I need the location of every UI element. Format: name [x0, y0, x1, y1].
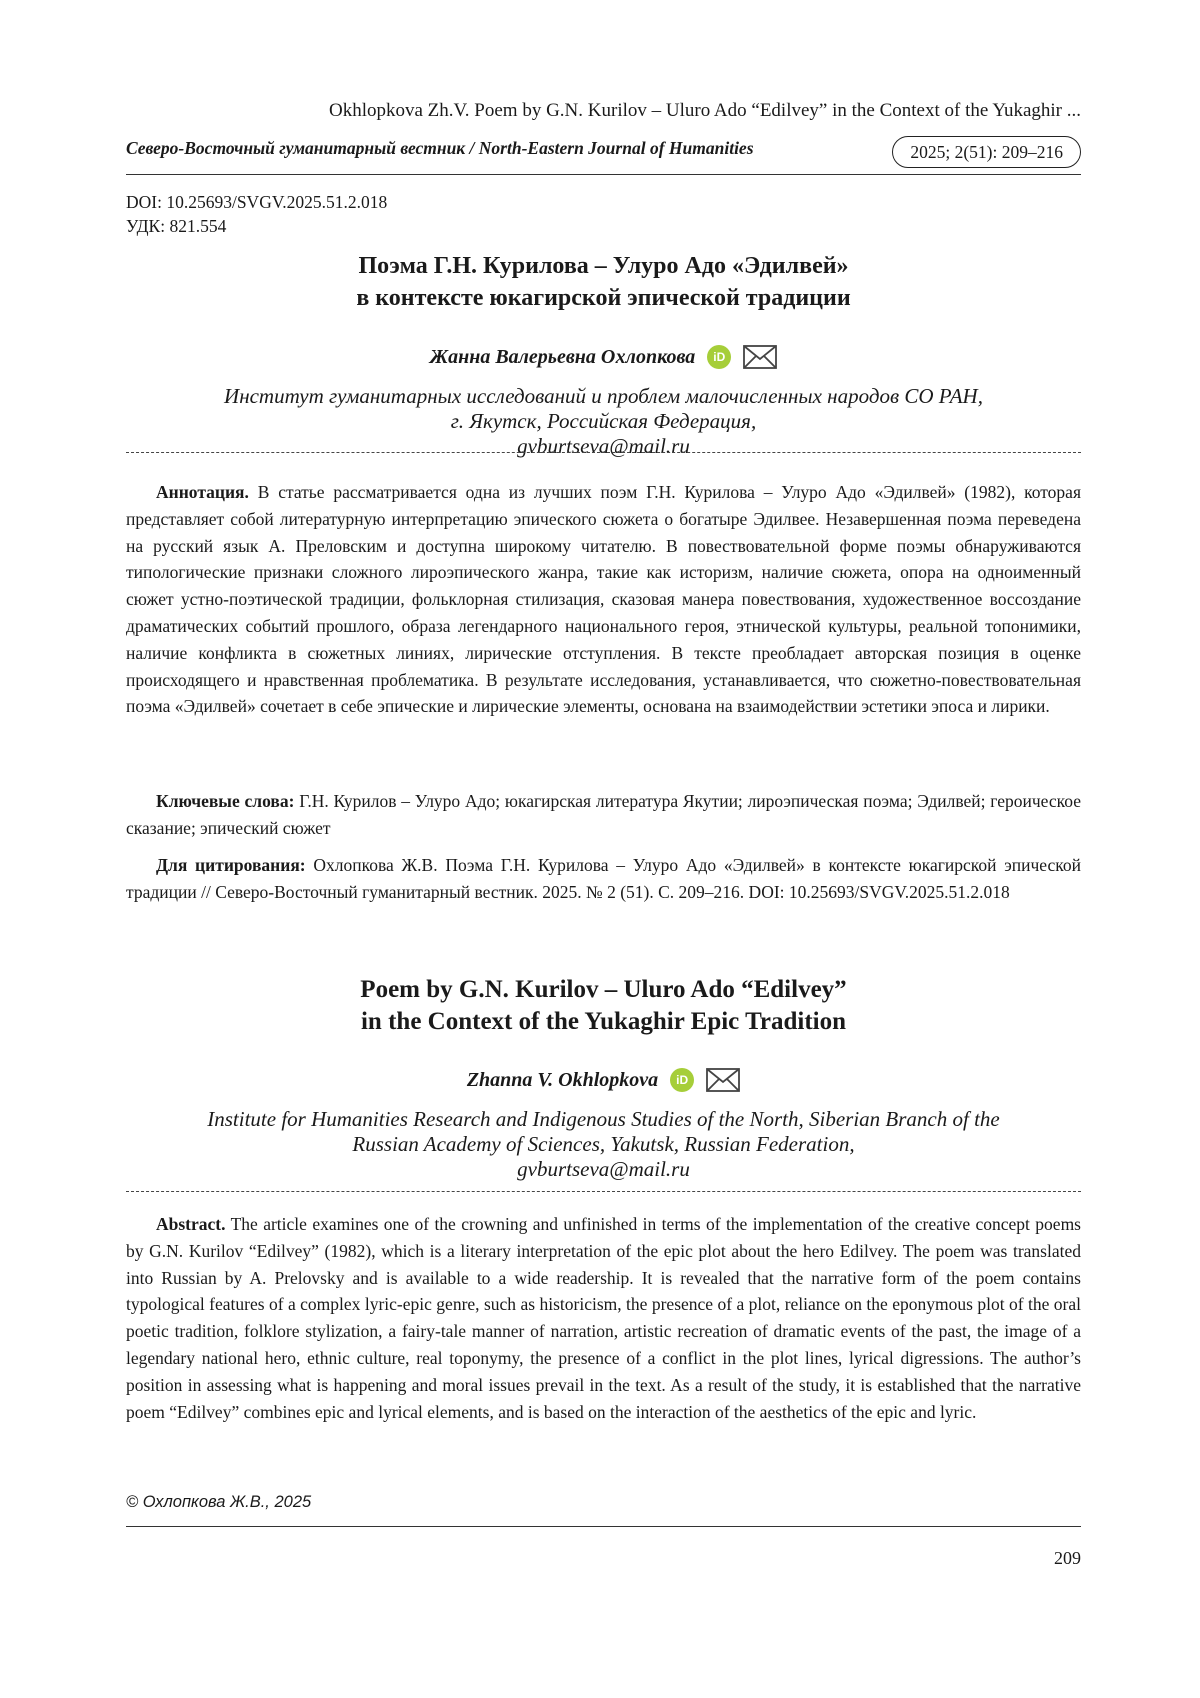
keywords-ru-text: Г.Н. Курилов – Улуро Адо; юкагирская литература Якутии; лироэпическая поэма; Эдилвей; героическое сказание; эпический сюжет — [126, 791, 1081, 838]
page-number: 209 — [1054, 1548, 1081, 1568]
abstract-en-label: Abstract. — [156, 1214, 226, 1234]
author-en — [126, 1068, 1081, 1092]
title-en — [126, 974, 1081, 1038]
author-en-name: Zhanna V. Okhlopkova — [466, 1068, 659, 1091]
affiliation-en — [126, 1107, 1081, 1182]
journal-line — [126, 136, 1081, 172]
author-ru-name: Жанна Валерьевна Охлопкова — [429, 345, 696, 368]
author-ru — [126, 345, 1081, 369]
title-en-line2: in the Context of the Yukaghir Epic Tradition — [360, 1008, 847, 1035]
affiliation-ru — [126, 384, 1081, 459]
abstract-en-text: The article examines one of the crowning and unfinished in terms of the implementation of the creative concept poems by G.N. Kurilov “Edilvey” (1982), which is a literary interpretation of the epic plot about the hero Edilvey. The poem was translated into Russian by A. Prelovsky and is available to a wide readership. It is revealed that the narrative form of the poem contains typological features of a complex lyric-epic genre, such as historicism, the presence of a plot, reliance on the eponymous plot of the oral poetic tradition, folklore stylization, a fairy-tale manner of narration, artistic recreation of dramatic events of the past, the image of a legendary national hero, ethnic culture, real toponymy, the presence of a conflict in the plot lines, lyrical digressions. The author’s position in assessing what is happening and moral issues prevail in the text. As a result of the study, it is established that the narrative poem “Edilvey” combines epic and lyrical elements, and is based on the interaction of the aesthetics of the epic and lyric. — [126, 1214, 1081, 1422]
affiliation-ru-line1: Институт гуманитарных исследований и проблем малочисленных народов СО РАН, — [224, 384, 983, 408]
orcid-icon[interactable]: iD — [707, 345, 731, 369]
email-ru[interactable]: gvburtseva@mail.ru — [517, 434, 690, 458]
dashed-divider — [126, 452, 1081, 453]
citation-ru — [126, 852, 1081, 906]
abstract-ru-label: Аннотация. — [156, 482, 249, 502]
footer-rule — [126, 1526, 1081, 1527]
dashed-divider — [126, 1191, 1081, 1192]
doi-block — [126, 190, 387, 238]
keywords-ru-label: Ключевые слова: — [156, 791, 295, 811]
affiliation-ru-line2: г. Якутск, Российская Федерация, — [450, 409, 757, 433]
affiliation-en-line1: Institute for Humanities Research and Indigenous Studies of the North, Siberian Branch of the — [207, 1107, 1000, 1131]
journal-name: Северо-Восточный гуманитарный вестник / North-Eastern Journal of Humanities — [126, 138, 754, 158]
citation-ru-text: Охлопкова Ж.В. Поэма Г.Н. Курилова – Улуро Адо «Эдилвей» в контексте юкагирской эпической традиции // Северо-Восточный гуманитарный вестник. 2025. № 2 (51). С. 209–216. DOI: 10.25693/SVGV.2025.51.2.018 — [126, 855, 1081, 902]
mail-icon[interactable] — [706, 1068, 740, 1092]
title-ru-line1: Поэма Г.Н. Курилова – Улуро Адо «Эдилвей» — [358, 253, 849, 279]
abstract-en — [126, 1211, 1081, 1425]
mail-icon[interactable] — [743, 345, 777, 369]
title-en-line1: Poem by G.N. Kurilov – Uluro Ado “Edilvey” — [360, 976, 847, 1003]
running-head: Okhlopkova Zh.V. Poem by G.N. Kurilov – Uluro Ado “Edilvey” in the Context of the Yukaghir ... — [329, 100, 1081, 121]
orcid-icon[interactable]: iD — [670, 1068, 694, 1092]
udk: УДК: 821.554 — [126, 216, 227, 236]
citation-ru-label: Для цитирования: — [156, 855, 306, 875]
title-ru — [126, 250, 1081, 314]
abstract-ru — [126, 479, 1081, 720]
header-rule — [126, 174, 1081, 175]
issue-badge: 2025; 2(51): 209–216 — [892, 136, 1081, 168]
copyright: © Охлопкова Ж.В., 2025 — [126, 1493, 312, 1511]
email-en[interactable]: gvburtseva@mail.ru — [517, 1157, 690, 1181]
title-ru-line2: в контексте юкагирской эпической традиции — [356, 285, 851, 311]
doi[interactable]: DOI: 10.25693/SVGV.2025.51.2.018 — [126, 192, 388, 212]
keywords-ru — [126, 788, 1081, 842]
affiliation-en-line2: Russian Academy of Sciences, Yakutsk, Russian Federation, — [352, 1132, 855, 1156]
abstract-ru-text: В статье рассматривается одна из лучших поэм Г.Н. Курилова – Улуро Адо «Эдилвей» (1982), которая представляет собой литературную интерпретацию эпического сюжета о богатыре Эдилвее. Незавершенная поэма переведена на русский язык А. Преловским и доступна широкому читателю. В повествовательной форме поэмы обнаруживаются типологические признаки сложного лироэпического жанра, такие как историзм, наличие сюжета, опора на одноименный сюжет устно-поэтической традиции, фольклорная стилизация, сказовая манера повествования, художественное воссоздание драматических событий прошлого, образа легендарного национального героя, этнической культуры, реальной топонимики, наличие конфликта в сюжетных линиях, лирические отступления. В тексте преобладает авторская позиция в оценке происходящего и нравственная проблематика. В результате исследования, устанавливается, что сюжетно-повествовательная поэма «Эдилвей» сочетает в себе эпические и лирические элементы, основана на взаимодействии эстетики эпоса и лирики. — [126, 482, 1081, 717]
